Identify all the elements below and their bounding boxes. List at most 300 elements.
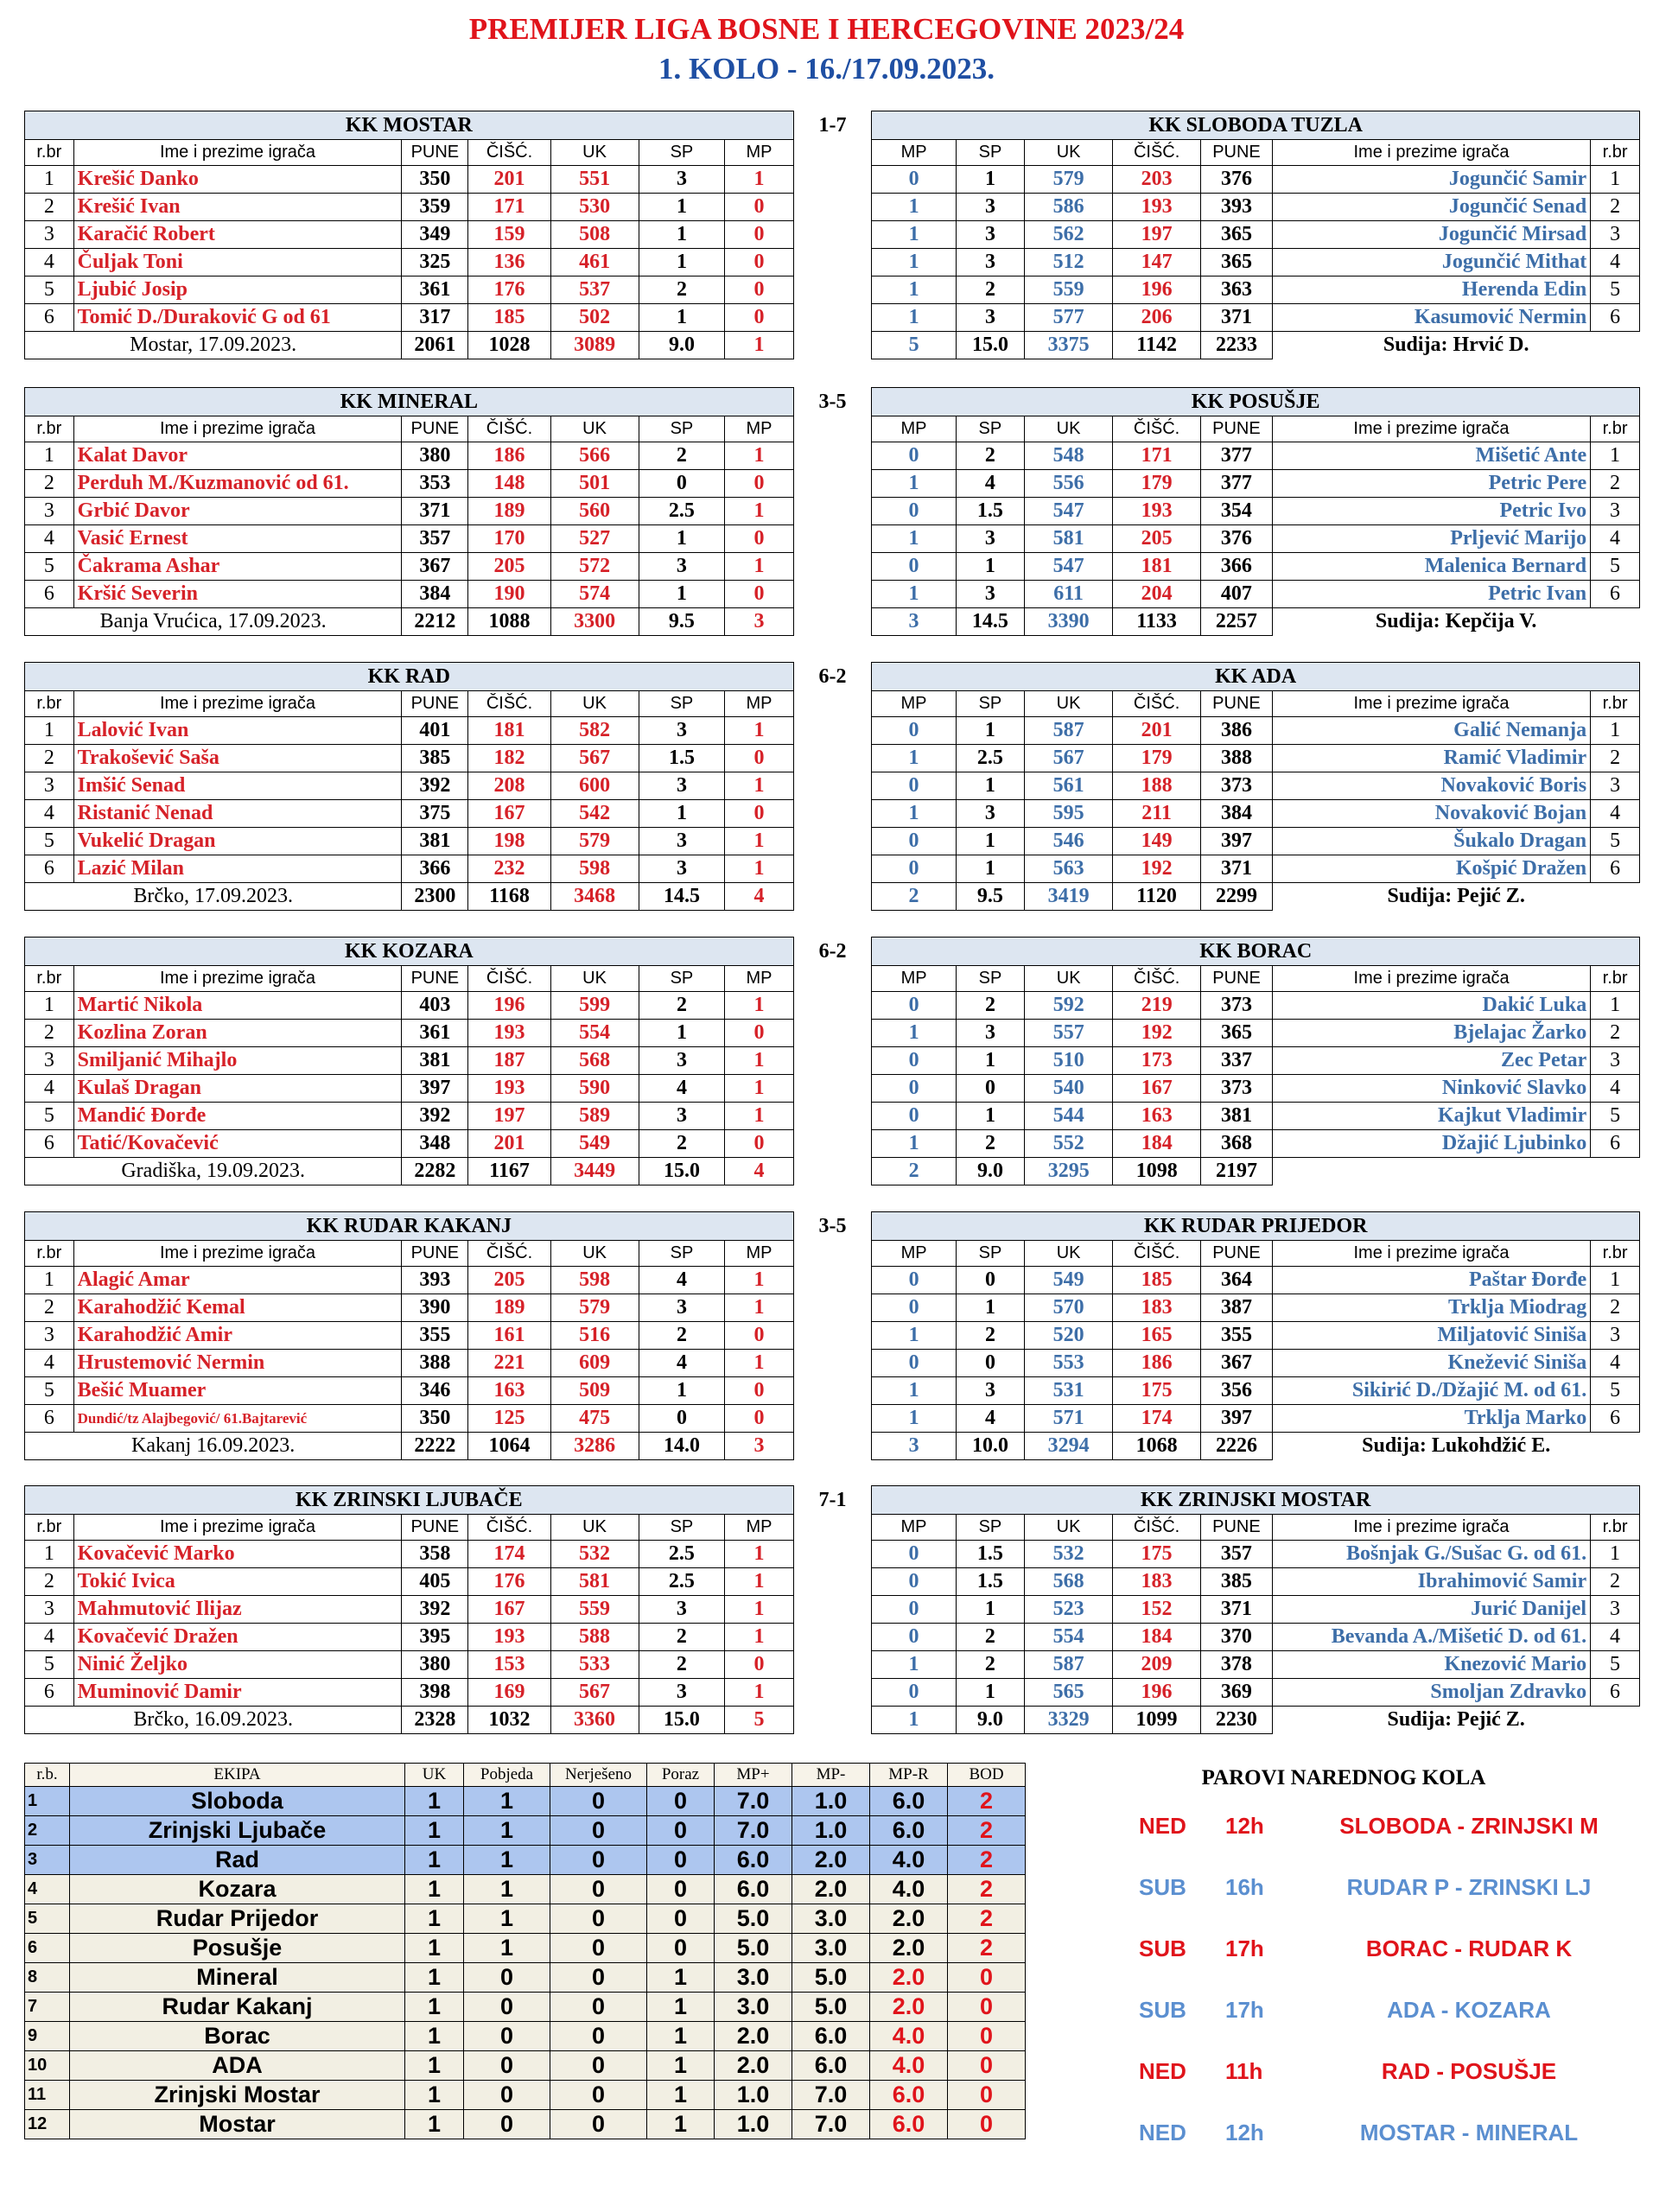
home-player-sp: 2 bbox=[639, 1322, 725, 1350]
home-player-sp: 3 bbox=[639, 717, 725, 745]
away-total-sp: 9.5 bbox=[956, 883, 1024, 911]
home-player-name: Čakrama Ashar bbox=[73, 553, 402, 581]
away-player-sp: 1 bbox=[956, 1047, 1024, 1075]
away-player-cisc: 197 bbox=[1113, 221, 1201, 249]
player-row bbox=[25, 1541, 1640, 1568]
away-player-mp: 1 bbox=[872, 745, 956, 772]
away-player-mp: 1 bbox=[872, 249, 956, 276]
standings-losses: 0 bbox=[647, 1816, 715, 1846]
standings-team: Mostar bbox=[70, 2110, 405, 2139]
home-player-sp: 0 bbox=[639, 1405, 725, 1433]
standings-mp-diff: 2.0 bbox=[870, 1934, 948, 1963]
home-player-sp: 1 bbox=[639, 221, 725, 249]
away-player-rb: 1 bbox=[1591, 992, 1640, 1020]
column-header: UK bbox=[550, 1241, 639, 1267]
away-player-mp: 0 bbox=[872, 855, 956, 883]
player-row bbox=[25, 249, 1640, 276]
home-player-name: Kovačević Dražen bbox=[73, 1624, 402, 1651]
home-team-name: KK MOSTAR bbox=[25, 111, 794, 140]
spacer-cell bbox=[793, 1350, 872, 1377]
home-player-rb: 6 bbox=[25, 1679, 74, 1707]
home-player-cisc: 187 bbox=[468, 1047, 550, 1075]
standings-losses: 1 bbox=[647, 2022, 715, 2051]
away-player-sp: 2 bbox=[956, 1624, 1024, 1651]
standings-draws: 0 bbox=[550, 1787, 647, 1816]
column-header: ČIŠĆ. bbox=[468, 416, 550, 442]
home-total-mp: 3 bbox=[725, 1433, 793, 1460]
totals-row bbox=[25, 1433, 1640, 1460]
away-player-uk: 547 bbox=[1025, 498, 1113, 525]
away-player-mp: 1 bbox=[872, 1322, 956, 1350]
standings-points: 2 bbox=[948, 1787, 1026, 1816]
standings-losses: 0 bbox=[647, 1846, 715, 1875]
away-player-name: Trklja Marko bbox=[1272, 1405, 1590, 1433]
column-header: Ime i prezime igrača bbox=[73, 1241, 402, 1267]
next-round-game bbox=[1063, 1916, 1624, 1978]
away-player-name: Smoljan Zdravko bbox=[1272, 1679, 1590, 1707]
away-player-name: Jurić Danijel bbox=[1272, 1596, 1590, 1624]
home-player-pune: 357 bbox=[402, 525, 468, 553]
home-player-mp: 1 bbox=[725, 1294, 793, 1322]
away-player-sp: 1.5 bbox=[956, 1568, 1024, 1596]
standings-losses: 0 bbox=[647, 1904, 715, 1934]
home-player-uk: 589 bbox=[550, 1103, 639, 1130]
standings-mp-plus: 3.0 bbox=[715, 1963, 792, 1993]
home-player-cisc: 159 bbox=[468, 221, 550, 249]
home-player-cisc: 197 bbox=[468, 1103, 550, 1130]
page-title: PREMIJER LIGA BOSNE I HERCEGOVINE 2023/24 bbox=[468, 12, 1185, 46]
away-player-mp: 0 bbox=[872, 828, 956, 855]
away-player-cisc: 185 bbox=[1113, 1267, 1201, 1294]
away-player-rb: 5 bbox=[1591, 1103, 1640, 1130]
player-row bbox=[25, 498, 1640, 525]
standings-mp-diff: 6.0 bbox=[870, 1787, 948, 1816]
player-row bbox=[25, 1405, 1640, 1433]
player-row bbox=[25, 1103, 1640, 1130]
away-player-name: Kasumović Nermin bbox=[1272, 304, 1590, 332]
away-total-mp: 2 bbox=[872, 1158, 956, 1185]
home-player-pune: 355 bbox=[402, 1322, 468, 1350]
standings-header: EKIPA bbox=[70, 1764, 405, 1787]
column-header: MP bbox=[872, 416, 956, 442]
standings-row bbox=[25, 2110, 1026, 2139]
away-player-uk: 540 bbox=[1025, 1075, 1113, 1103]
away-total-uk: 3295 bbox=[1025, 1158, 1113, 1185]
column-header: UK bbox=[550, 966, 639, 992]
home-player-name: Kršić Severin bbox=[73, 581, 402, 608]
player-row bbox=[25, 442, 1640, 470]
standings-wins: 1 bbox=[464, 1816, 550, 1846]
game-day: SUB bbox=[1139, 1936, 1186, 1961]
away-player-mp: 0 bbox=[872, 1679, 956, 1707]
player-row bbox=[25, 553, 1640, 581]
away-player-rb: 3 bbox=[1591, 221, 1640, 249]
home-player-cisc: 153 bbox=[468, 1651, 550, 1679]
home-player-pune: 395 bbox=[402, 1624, 468, 1651]
spacer-cell bbox=[793, 855, 872, 883]
home-player-rb: 1 bbox=[25, 166, 74, 194]
home-player-mp: 1 bbox=[725, 1624, 793, 1651]
home-player-sp: 3 bbox=[639, 1679, 725, 1707]
standings-rank: 7 bbox=[25, 1993, 70, 2022]
away-total-pune: 2233 bbox=[1201, 332, 1273, 359]
away-player-pune: 357 bbox=[1201, 1541, 1273, 1568]
standings-row bbox=[25, 1787, 1026, 1816]
home-player-pune: 371 bbox=[402, 498, 468, 525]
home-total-cisc: 1032 bbox=[468, 1707, 550, 1734]
player-row bbox=[25, 1020, 1640, 1047]
spacer-cell bbox=[793, 1707, 872, 1734]
column-header: SP bbox=[956, 1515, 1024, 1541]
away-player-pune: 384 bbox=[1201, 800, 1273, 828]
home-player-uk: 572 bbox=[550, 553, 639, 581]
home-team-name: KK RAD bbox=[25, 663, 794, 691]
home-player-sp: 2.5 bbox=[639, 498, 725, 525]
standings-losses: 0 bbox=[647, 1934, 715, 1963]
player-row bbox=[25, 717, 1640, 745]
home-player-pune: 384 bbox=[402, 581, 468, 608]
home-player-mp: 1 bbox=[725, 1350, 793, 1377]
away-player-uk: 549 bbox=[1025, 1267, 1113, 1294]
home-total-mp: 4 bbox=[725, 1158, 793, 1185]
column-header: SP bbox=[956, 140, 1024, 166]
column-header: UK bbox=[550, 691, 639, 717]
home-player-rb: 4 bbox=[25, 525, 74, 553]
home-player-cisc: 201 bbox=[468, 166, 550, 194]
home-team-name: KK ZRINSKI LJUBAČE bbox=[25, 1486, 794, 1515]
away-team-name: KK POSUŠJE bbox=[872, 388, 1640, 416]
spacer-cell bbox=[793, 194, 872, 221]
standings-wins: 0 bbox=[464, 2110, 550, 2139]
standings-mp-minus: 2.0 bbox=[792, 1846, 870, 1875]
away-player-uk: 586 bbox=[1025, 194, 1113, 221]
away-player-pune: 371 bbox=[1201, 1596, 1273, 1624]
game-time: 16h bbox=[1225, 1874, 1264, 1900]
away-player-cisc: 196 bbox=[1113, 276, 1201, 304]
home-player-rb: 2 bbox=[25, 194, 74, 221]
standings-losses: 1 bbox=[647, 1963, 715, 1993]
home-player-cisc: 193 bbox=[468, 1624, 550, 1651]
away-player-mp: 0 bbox=[872, 1294, 956, 1322]
standings-games: 1 bbox=[405, 1934, 464, 1963]
home-total-uk: 3089 bbox=[550, 332, 639, 359]
home-player-rb: 4 bbox=[25, 1624, 74, 1651]
home-player-cisc: 198 bbox=[468, 828, 550, 855]
home-player-cisc: 167 bbox=[468, 1596, 550, 1624]
home-player-mp: 0 bbox=[725, 525, 793, 553]
player-row bbox=[25, 828, 1640, 855]
away-player-sp: 2 bbox=[956, 992, 1024, 1020]
away-total-pune: 2257 bbox=[1201, 608, 1273, 636]
home-player-mp: 1 bbox=[725, 828, 793, 855]
column-header: Ime i prezime igrača bbox=[1272, 1515, 1590, 1541]
away-team-name: KK RUDAR PRIJEDOR bbox=[872, 1212, 1640, 1241]
home-player-mp: 1 bbox=[725, 553, 793, 581]
standings-row bbox=[25, 1993, 1026, 2022]
home-player-name: Lalović Ivan bbox=[73, 717, 402, 745]
away-player-cisc: 173 bbox=[1113, 1047, 1201, 1075]
home-total-cisc: 1028 bbox=[468, 332, 550, 359]
spacer-cell bbox=[793, 140, 872, 166]
home-player-uk: 461 bbox=[550, 249, 639, 276]
away-player-cisc: 201 bbox=[1113, 717, 1201, 745]
home-player-cisc: 190 bbox=[468, 581, 550, 608]
home-player-pune: 325 bbox=[402, 249, 468, 276]
home-player-mp: 0 bbox=[725, 1651, 793, 1679]
away-player-cisc: 149 bbox=[1113, 828, 1201, 855]
away-player-name: Sikirić D./Džajić M. od 61. bbox=[1272, 1377, 1590, 1405]
column-header: r.br bbox=[1591, 691, 1640, 717]
away-player-mp: 0 bbox=[872, 1596, 956, 1624]
away-player-pune: 365 bbox=[1201, 221, 1273, 249]
home-total-uk: 3468 bbox=[550, 883, 639, 911]
standings-points: 0 bbox=[948, 2081, 1026, 2110]
standings-draws: 0 bbox=[550, 2081, 647, 2110]
player-row bbox=[25, 992, 1640, 1020]
player-row bbox=[25, 800, 1640, 828]
away-player-mp: 0 bbox=[872, 1541, 956, 1568]
home-total-cisc: 1167 bbox=[468, 1158, 550, 1185]
standings-team: Sloboda bbox=[70, 1787, 405, 1816]
home-player-pune: 398 bbox=[402, 1679, 468, 1707]
next-round-game bbox=[1063, 1855, 1624, 1916]
home-total-pune: 2300 bbox=[402, 883, 468, 911]
away-player-cisc: 184 bbox=[1113, 1130, 1201, 1158]
away-player-rb: 4 bbox=[1591, 525, 1640, 553]
column-header: PUNE bbox=[402, 1515, 468, 1541]
away-player-rb: 6 bbox=[1591, 1679, 1640, 1707]
away-player-rb: 4 bbox=[1591, 249, 1640, 276]
standings-games: 1 bbox=[405, 1875, 464, 1904]
match-place-date: Brčko, 17.09.2023. bbox=[25, 883, 402, 911]
standings-games: 1 bbox=[405, 1904, 464, 1934]
away-player-sp: 2 bbox=[956, 276, 1024, 304]
away-player-rb: 3 bbox=[1591, 1596, 1640, 1624]
home-player-pune: 361 bbox=[402, 1020, 468, 1047]
away-player-cisc: 203 bbox=[1113, 166, 1201, 194]
home-player-cisc: 205 bbox=[468, 1267, 550, 1294]
away-player-cisc: 181 bbox=[1113, 553, 1201, 581]
standings-wins: 1 bbox=[464, 1787, 550, 1816]
home-player-sp: 4 bbox=[639, 1350, 725, 1377]
home-player-name: Smiljanić Mihajlo bbox=[73, 1047, 402, 1075]
away-player-name: Dakić Luka bbox=[1272, 992, 1590, 1020]
home-total-uk: 3449 bbox=[550, 1158, 639, 1185]
home-player-pune: 401 bbox=[402, 717, 468, 745]
away-player-sp: 3 bbox=[956, 1020, 1024, 1047]
away-player-sp: 0 bbox=[956, 1267, 1024, 1294]
away-player-pune: 376 bbox=[1201, 525, 1273, 553]
column-header: UK bbox=[550, 416, 639, 442]
home-player-pune: 367 bbox=[402, 553, 468, 581]
standings-mp-diff: 4.0 bbox=[870, 2051, 948, 2081]
away-player-sp: 3 bbox=[956, 304, 1024, 332]
home-player-cisc: 163 bbox=[468, 1377, 550, 1405]
away-player-name: Prljević Marijo bbox=[1272, 525, 1590, 553]
home-player-rb: 4 bbox=[25, 1075, 74, 1103]
away-total-cisc: 1133 bbox=[1113, 608, 1201, 636]
home-total-pune: 2061 bbox=[402, 332, 468, 359]
home-team-name: KK KOZARA bbox=[25, 938, 794, 966]
away-player-name: Novaković Boris bbox=[1272, 772, 1590, 800]
away-player-mp: 0 bbox=[872, 1267, 956, 1294]
away-player-sp: 1 bbox=[956, 772, 1024, 800]
home-player-mp: 1 bbox=[725, 1103, 793, 1130]
away-player-uk: 595 bbox=[1025, 800, 1113, 828]
player-row bbox=[25, 525, 1640, 553]
column-header: PUNE bbox=[402, 140, 468, 166]
spacer-cell bbox=[793, 1568, 872, 1596]
home-player-sp: 3 bbox=[639, 166, 725, 194]
standings-wins: 1 bbox=[464, 1846, 550, 1875]
home-player-name: Karahodžić Amir bbox=[73, 1322, 402, 1350]
home-player-name: Ristanić Nenad bbox=[73, 800, 402, 828]
standings-mp-minus: 5.0 bbox=[792, 1963, 870, 1993]
column-header: ČIŠĆ. bbox=[1113, 966, 1201, 992]
home-player-sp: 3 bbox=[639, 1047, 725, 1075]
home-total-mp: 4 bbox=[725, 883, 793, 911]
standings-wins: 1 bbox=[464, 1904, 550, 1934]
column-header: SP bbox=[639, 416, 725, 442]
standings-mp-diff: 4.0 bbox=[870, 2022, 948, 2051]
standings-mp-diff: 6.0 bbox=[870, 2081, 948, 2110]
away-player-mp: 1 bbox=[872, 1377, 956, 1405]
away-player-cisc: 183 bbox=[1113, 1568, 1201, 1596]
home-player-uk: 502 bbox=[550, 304, 639, 332]
away-player-rb: 4 bbox=[1591, 1624, 1640, 1651]
game-day: SUB bbox=[1139, 1874, 1186, 1900]
home-player-sp: 3 bbox=[639, 553, 725, 581]
home-player-uk: 527 bbox=[550, 525, 639, 553]
column-header: SP bbox=[639, 691, 725, 717]
home-player-name: Kovačević Marko bbox=[73, 1541, 402, 1568]
away-player-uk: 567 bbox=[1025, 745, 1113, 772]
away-player-pune: 387 bbox=[1201, 1294, 1273, 1322]
away-total-mp: 3 bbox=[872, 608, 956, 636]
standings-points: 2 bbox=[948, 1816, 1026, 1846]
away-player-pune: 397 bbox=[1201, 828, 1273, 855]
home-player-sp: 2.5 bbox=[639, 1568, 725, 1596]
standings-row bbox=[25, 1846, 1026, 1875]
column-header: PUNE bbox=[402, 1241, 468, 1267]
spacer-cell bbox=[793, 1651, 872, 1679]
home-player-cisc: 186 bbox=[468, 442, 550, 470]
standings-header: UK bbox=[405, 1764, 464, 1787]
spacer-cell bbox=[793, 581, 872, 608]
column-header: Ime i prezime igrača bbox=[73, 1515, 402, 1541]
spacer-cell bbox=[793, 1433, 872, 1460]
away-team-name: KK BORAC bbox=[872, 938, 1640, 966]
column-header: MP bbox=[872, 1241, 956, 1267]
home-player-rb: 5 bbox=[25, 828, 74, 855]
home-player-name: Mandić Đorđe bbox=[73, 1103, 402, 1130]
spacer-cell bbox=[793, 1130, 872, 1158]
spacer-cell bbox=[793, 332, 872, 359]
column-header: SP bbox=[956, 966, 1024, 992]
home-player-cisc: 193 bbox=[468, 1020, 550, 1047]
home-player-mp: 0 bbox=[725, 1405, 793, 1433]
standings-wins: 0 bbox=[464, 1963, 550, 1993]
home-player-name: Alagić Amar bbox=[73, 1267, 402, 1294]
home-player-uk: 579 bbox=[550, 1294, 639, 1322]
away-player-uk: 581 bbox=[1025, 525, 1113, 553]
home-player-sp: 0 bbox=[639, 470, 725, 498]
away-player-mp: 1 bbox=[872, 581, 956, 608]
home-player-rb: 6 bbox=[25, 304, 74, 332]
home-player-rb: 1 bbox=[25, 1267, 74, 1294]
away-player-pune: 376 bbox=[1201, 166, 1273, 194]
standings-mp-minus: 1.0 bbox=[792, 1787, 870, 1816]
away-player-cisc: 163 bbox=[1113, 1103, 1201, 1130]
home-total-cisc: 1168 bbox=[468, 883, 550, 911]
home-player-mp: 1 bbox=[725, 1075, 793, 1103]
referee: Sudija: Pejić Z. bbox=[1387, 885, 1525, 908]
home-player-mp: 0 bbox=[725, 1322, 793, 1350]
away-player-uk: 510 bbox=[1025, 1047, 1113, 1075]
home-player-rb: 3 bbox=[25, 1322, 74, 1350]
away-player-cisc: 193 bbox=[1113, 194, 1201, 221]
column-header: PUNE bbox=[1201, 1241, 1273, 1267]
standings-rank: 8 bbox=[25, 1963, 70, 1993]
standings-losses: 1 bbox=[647, 2110, 715, 2139]
away-player-cisc: 179 bbox=[1113, 745, 1201, 772]
home-player-rb: 1 bbox=[25, 442, 74, 470]
home-player-uk: 567 bbox=[550, 745, 639, 772]
away-total-uk: 3375 bbox=[1025, 332, 1113, 359]
match-block bbox=[24, 111, 1640, 359]
away-total-mp: 2 bbox=[872, 883, 956, 911]
away-player-cisc: 206 bbox=[1113, 304, 1201, 332]
home-player-pune: 385 bbox=[402, 745, 468, 772]
next-round-game bbox=[1063, 2101, 1624, 2162]
column-header: r.br bbox=[1591, 966, 1640, 992]
away-player-cisc: 219 bbox=[1113, 992, 1201, 1020]
away-player-sp: 1 bbox=[956, 553, 1024, 581]
home-player-rb: 6 bbox=[25, 855, 74, 883]
home-player-cisc: 136 bbox=[468, 249, 550, 276]
spacer-cell bbox=[793, 304, 872, 332]
home-player-mp: 1 bbox=[725, 992, 793, 1020]
home-player-pune: 361 bbox=[402, 276, 468, 304]
away-player-name: Knežević Siniša bbox=[1272, 1350, 1590, 1377]
away-player-sp: 1 bbox=[956, 828, 1024, 855]
home-player-rb: 5 bbox=[25, 1103, 74, 1130]
standings-mp-diff: 6.0 bbox=[870, 2110, 948, 2139]
column-header: UK bbox=[1025, 1241, 1113, 1267]
column-header: Ime i prezime igrača bbox=[1272, 1241, 1590, 1267]
away-total-pune: 2226 bbox=[1201, 1433, 1273, 1460]
away-player-name: Trklja Miodrag bbox=[1272, 1294, 1590, 1322]
column-header: PUNE bbox=[402, 416, 468, 442]
match-place-date: Brčko, 16.09.2023. bbox=[25, 1707, 402, 1734]
home-player-pune: 366 bbox=[402, 855, 468, 883]
away-player-sp: 2 bbox=[956, 1322, 1024, 1350]
home-player-name: Krešić Ivan bbox=[73, 194, 402, 221]
home-player-rb: 2 bbox=[25, 745, 74, 772]
away-player-name: Bjelajac Žarko bbox=[1272, 1020, 1590, 1047]
away-player-uk: 611 bbox=[1025, 581, 1113, 608]
away-player-uk: 520 bbox=[1025, 1322, 1113, 1350]
away-team-name: KK SLOBODA TUZLA bbox=[872, 111, 1640, 140]
home-total-mp: 3 bbox=[725, 608, 793, 636]
standings-mp-minus: 3.0 bbox=[792, 1904, 870, 1934]
standings-rank: 3 bbox=[25, 1846, 70, 1875]
home-player-mp: 0 bbox=[725, 800, 793, 828]
away-player-sp: 0 bbox=[956, 1075, 1024, 1103]
home-player-uk: 574 bbox=[550, 581, 639, 608]
standings-draws: 0 bbox=[550, 1875, 647, 1904]
home-player-cisc: 232 bbox=[468, 855, 550, 883]
